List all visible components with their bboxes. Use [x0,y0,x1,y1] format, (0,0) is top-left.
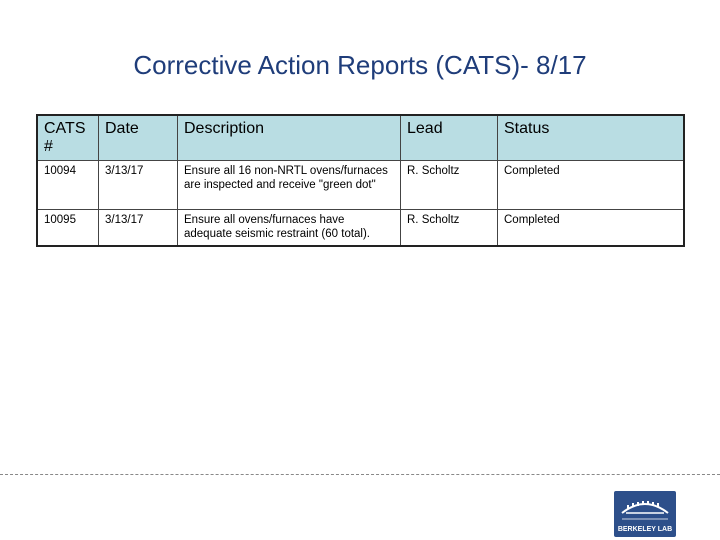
cell-description: Ensure all ovens/furnaces have adequate seismic restraint (60 total). [178,210,401,246]
header-date: Date [99,115,178,161]
cell-lead: R. Scholtz [401,210,498,246]
header-description: Description [178,115,401,161]
table-header-row [37,115,684,161]
cell-cats-num: 10094 [37,161,99,210]
header-lead: Lead [401,115,498,161]
logo-text: BERKELEY LAB [617,526,673,533]
footer-divider [0,474,720,475]
header-cats-num: CATS # [37,115,99,161]
slide-title: Corrective Action Reports (CATS)- 8/17 [133,50,587,80]
cell-date: 3/13/17 [99,210,178,246]
cell-description: Ensure all 16 non-NRTL ovens/furnaces are inspected and receive "green dot" [178,161,401,210]
cell-cats-num: 10095 [37,210,99,246]
berkeley-lab-logo [614,491,676,537]
header-status: Status [498,115,685,161]
cell-lead: R. Scholtz [401,161,498,210]
table-row [37,161,684,210]
cell-status: Completed [498,210,685,246]
cats-table [36,114,685,247]
cell-date: 3/13/17 [99,161,178,210]
table-row [37,210,684,246]
cell-status: Completed [498,161,685,210]
